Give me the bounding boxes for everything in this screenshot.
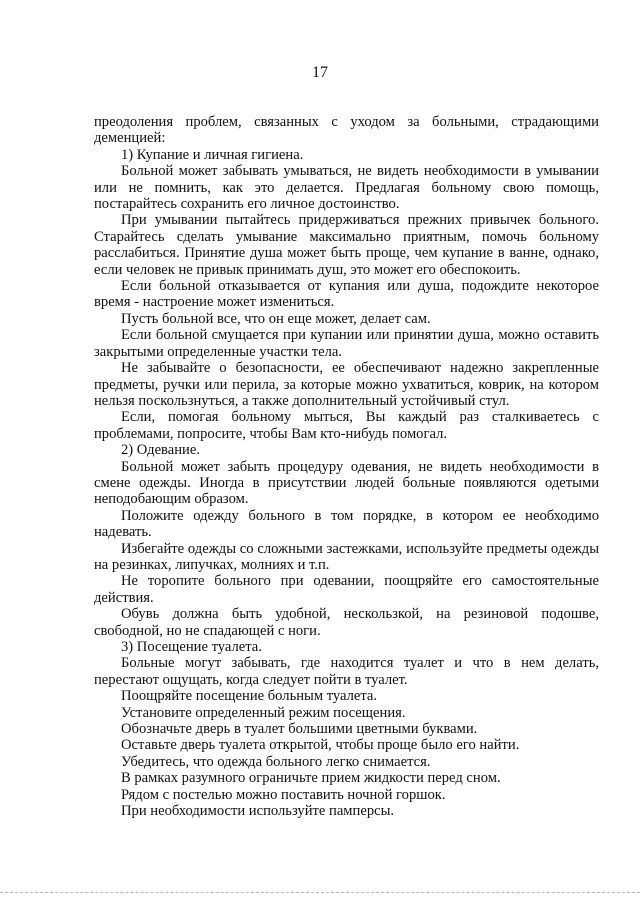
paragraph: Установите определенный режим посещения. — [121, 704, 406, 721]
paragraph: Убедитесь, что одежда больного легко снимается. — [121, 753, 431, 770]
paragraph: Не торопите больного при одевании, поощряйте его самостоятельные действия. — [94, 573, 599, 606]
paragraph: При умывании пытайтесь придерживаться прежних привычек больного. Старайтесь сделать умывание максимально приятным, помочь больному расслабиться. Принятие душа может быть проще, чем купание в ванне, однако, если человек не привык принимать душ, это может его обеспокоить. — [94, 212, 599, 278]
paragraph: Положите одежду больного в том порядке, в котором ее необходимо надевать. — [94, 507, 599, 541]
paragraph: Если, помогая больному мыться, Вы каждый раз сталкиваетесь с проблемами, попросите, чтобы Вам кто-нибудь помогал. — [94, 409, 599, 442]
scan-edge-divider — [0, 892, 640, 899]
paragraph: Оставьте дверь туалета открытой, чтобы проще было его найти. — [121, 737, 520, 754]
paragraph: Если больной смущается при купании или принятии душа, можно оставить закрытыми определенные участки тела. — [94, 327, 599, 360]
section-heading-bathing: 1) Купание и личная гигиена. — [121, 146, 304, 163]
paragraph-continuation: преодоления проблем, связанных с уходом за больными, страдающими деменцией: — [94, 114, 599, 147]
paragraph: Не забывайте о безопасности, ее обеспечивают надежно закрепленные предметы, ручки или перила, за которые можно ухватиться, коврик, на котором нельзя поскользнуться, а также дополнительный устойчивый стул. — [94, 360, 599, 409]
paragraph: Если больной отказывается от купания или душа, подождите некоторое время - настроение может измениться. — [94, 278, 599, 311]
paragraph: В рамках разумного ограничьте прием жидкости перед сном. — [121, 770, 501, 787]
page-number: 17 — [312, 64, 328, 81]
paragraph: Больные могут забывать, где находится туалет и что в нем делать, перестают ощущать, когда следует пойти в туалет. — [94, 655, 599, 688]
paragraph: Пусть больной все, что он еще может, делает сам. — [121, 310, 431, 327]
paragraph: Обозначьте дверь в туалет большими цветными буквами. — [121, 721, 478, 738]
section-heading-dressing: 2) Одевание. — [121, 442, 200, 459]
paragraph: Больной может забыть процедуру одевания, не видеть необходимости в смене одежды. Иногда в присутствии людей больные появляются одетыми неподобающим образом. — [94, 458, 599, 508]
section-heading-toilet: 3) Посещение туалета. — [121, 639, 262, 655]
paragraph: Поощряйте посещение больным туалета. — [121, 688, 378, 705]
paragraph: Рядом с постелью можно поставить ночной горшок. — [121, 786, 446, 803]
paragraph: Обувь должна быть удобной, нескользкой, на резиновой подошве, свободной, но не спадающей с ноги. — [94, 606, 599, 639]
paragraph: При необходимости используйте памперсы. — [121, 803, 395, 820]
body-text — [94, 114, 599, 819]
paragraph: Избегайте одежды со сложными застежками, используйте предметы одежды на резинках, липучках, молниях и т.п. — [94, 540, 599, 573]
paragraph: Больной может забывать умываться, не видеть необходимости в умывании или не помнить, как это делается. Предлагая больному свою помощь, постарайтесь сохранить его личное достоинство. — [94, 163, 599, 213]
